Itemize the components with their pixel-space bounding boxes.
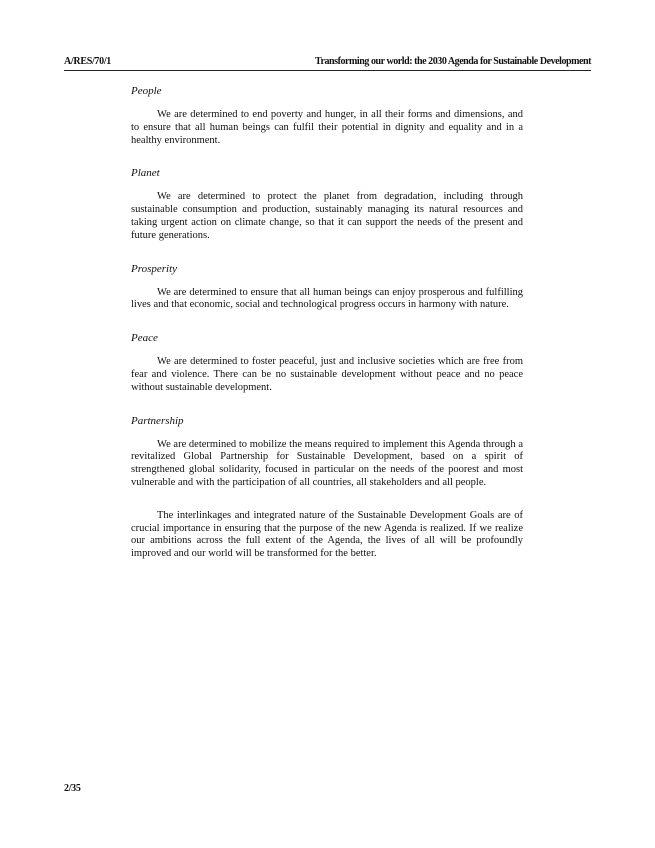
paragraph: We are determined to mobilize the means required to implement this Agenda through a revitalized Global Partnership for Sustainable Development, based on a spirit of strengthened global solidarity, focused in particular on the needs of the poorest and most vulnerable and with the participation of all countries, all stakeholders and all people. xyxy=(131,438,523,488)
section-heading: Prosperity xyxy=(131,262,178,275)
document-symbol: A/RES/70/1 xyxy=(64,56,112,67)
page-header xyxy=(64,56,591,71)
section-people xyxy=(131,85,523,147)
page-number: 2/35 xyxy=(64,783,81,794)
section-heading: People xyxy=(131,85,162,97)
paragraph: We are determined to end poverty and hunger, in all their forms and dimensions, and to ensure that all human beings can fulfil their potential in dignity and equality and in a healthy environment. xyxy=(131,109,523,146)
document-title: Transforming our world: the 2030 Agenda for Sustainable Development xyxy=(315,56,591,67)
paragraph: We are determined to foster peaceful, just and inclusive societies which are free from fear and violence. There can be no sustainable development without peace and no peace without sustainable development. xyxy=(131,356,523,393)
section-heading: Partnership xyxy=(131,414,184,427)
section-prosperity xyxy=(131,263,523,313)
paragraph: The interlinkages and integrated nature of the Sustainable Development Goals are of crucial importance in ensuring that the purpose of the new Agenda is realized. If we realize our ambitions across the full extent of the Agenda, the lives of all will be profoundly improved and our world will be transformed for the better. xyxy=(131,509,523,560)
paragraph: We are determined to protect the planet from degradation, including through sustainable consumption and production, sustainably managing its natural resources and taking urgent action on climate change, so that it can support the needs of the present and future generations. xyxy=(131,191,523,241)
section-heading: Peace xyxy=(131,332,158,345)
paragraph: We are determined to ensure that all human beings can enjoy prosperous and fulfilling lives and that economic, social and technological progress occurs in harmony with nature. xyxy=(131,286,523,311)
document-body xyxy=(131,85,523,581)
section-heading: Planet xyxy=(131,167,160,180)
section-planet xyxy=(131,167,523,242)
section-partnership xyxy=(131,415,523,561)
section-peace xyxy=(131,332,523,394)
